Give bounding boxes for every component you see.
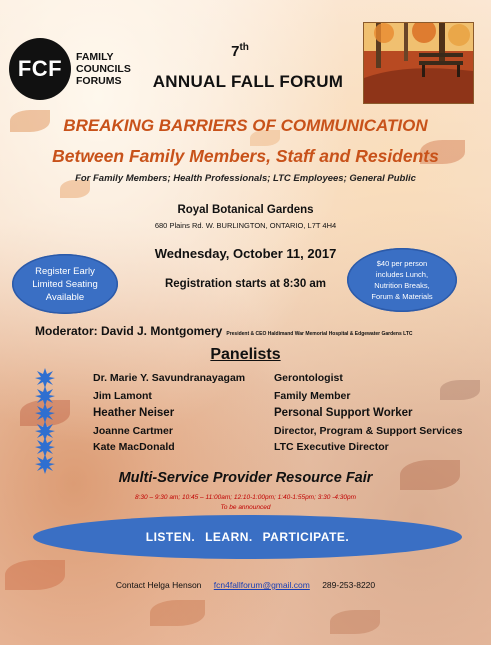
price-line-1: $40 per person: [376, 259, 428, 268]
venue-address: 680 Plains Rd. W. BURLINGTON, ONTARIO, L7T 4H4: [154, 221, 337, 230]
panelist-role: Gerontologist: [274, 372, 343, 384]
fair-times: 8:30 – 9:30 am; 10:45 – 11:00am; 12:10-1:00pm; 1:40-1:55pm; 3:30 -4:30pm: [134, 494, 357, 501]
panelist-row: [0, 389, 491, 405]
register-early-oval: [12, 254, 118, 314]
contact-email-link[interactable]: fcn4fallforum@gmail.com: [213, 580, 310, 590]
audience-line: For Family Members; Health Professionals; LTC Employees; General Public: [75, 173, 416, 184]
edition-digit: 7: [231, 43, 240, 60]
venue-name: Royal Botanical Gardens: [177, 204, 314, 216]
price-line-3: Nutrition Breaks,: [374, 281, 430, 290]
register-line-2: Limited Seating: [32, 278, 98, 290]
register-line-1: Register Early: [35, 265, 95, 277]
tagline-banner: LISTEN. LEARN. PARTICIPATE.: [33, 515, 462, 559]
edition-number: [150, 42, 330, 60]
panelist-row: [0, 371, 491, 387]
logo-badge: FCF: [9, 38, 71, 100]
panelist-row: [0, 424, 491, 440]
logo-line-1: FAMILY: [76, 51, 114, 63]
edition-suffix: th: [239, 42, 249, 53]
contact-name: Contact Helga Henson: [115, 580, 202, 590]
registration-time: Registration starts at 8:30 am: [164, 278, 327, 290]
register-line-3: Available: [45, 291, 85, 303]
contact-phone: 289-253-8220: [322, 580, 376, 590]
logo-line-2: COUNCILS: [76, 63, 131, 75]
panelist-row-spacer: [0, 457, 491, 471]
star-burst-icon: [35, 368, 55, 388]
star-burst-icon: [35, 403, 55, 423]
panelist-role: Personal Support Worker: [274, 407, 413, 419]
panelists-heading: Panelists: [210, 346, 281, 363]
headline: BREAKING BARRIERS OF COMMUNICATION: [63, 116, 428, 135]
moderator-detail: President & CEO Haldimand War Memorial Hospital & Edgewater Gardens LTC: [226, 331, 413, 337]
panelist-row: [0, 440, 491, 456]
price-line-4: Forum & Materials: [371, 292, 433, 301]
panelist-name: Jim Lamont: [93, 390, 152, 402]
resource-fair-title: Multi-Service Provider Resource Fair: [118, 470, 373, 486]
logo-wordmark: [76, 51, 131, 87]
panelist-role: LTC Executive Director: [274, 441, 389, 453]
moderator-line: [35, 324, 413, 338]
fcf-logo: [9, 38, 131, 100]
event-date: Wednesday, October 11, 2017: [154, 246, 337, 261]
panelist-role: Family Member: [274, 390, 351, 402]
autumn-bench-photo: [363, 22, 474, 104]
moderator-name: Moderator: David J. Montgomery: [35, 324, 223, 338]
panelist-name: Dr. Marie Y. Savundranayagam: [93, 372, 246, 384]
panelist-row: [0, 406, 491, 422]
subheadline: Between Family Members, Staff and Residents: [52, 146, 439, 166]
panelist-role: Director, Program & Support Services: [274, 425, 463, 437]
fair-announce: To be announced: [220, 504, 271, 511]
panelist-name: Joanne Cartmer: [93, 425, 173, 437]
price-line-2: includes Lunch,: [375, 270, 429, 279]
logo-line-3: FORUMS: [76, 75, 122, 87]
panelist-name: Heather Neiser: [93, 407, 175, 419]
forum-title: ANNUAL FALL FORUM: [152, 72, 344, 91]
price-oval: [347, 248, 457, 312]
contact-line: [0, 580, 491, 590]
panelist-name: Kate MacDonald: [93, 441, 175, 453]
